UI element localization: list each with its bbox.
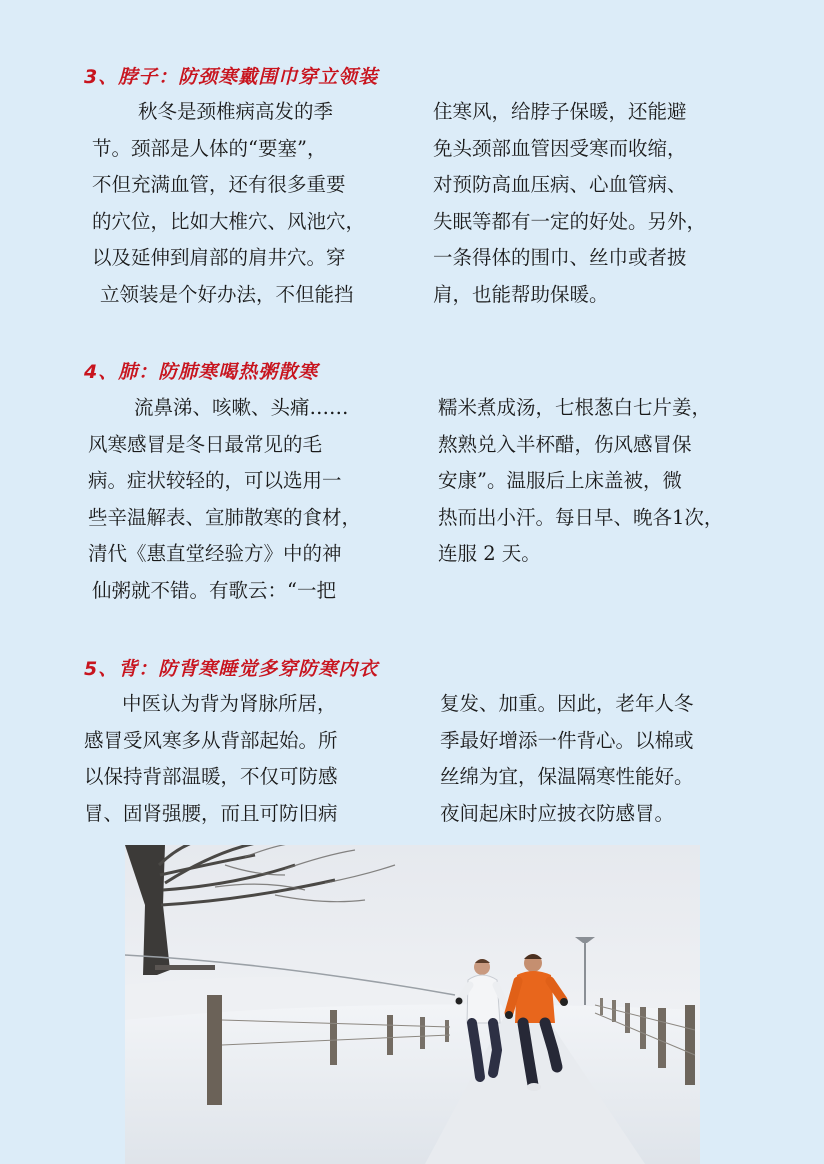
text-line: 流鼻涕、咳嗽、头痛…… bbox=[134, 396, 349, 419]
text-line: 病。症状较轻的，可以选用一 bbox=[88, 469, 342, 492]
text-line: 复发、加重。因此，老年人冬 bbox=[440, 692, 694, 715]
text-line: 立领装是个好办法，不但能挡 bbox=[100, 282, 354, 306]
section-4-heading: 4、肺：防肺寒喝热粥散寒 bbox=[84, 361, 319, 383]
winter-jogging-photo bbox=[125, 845, 700, 1164]
text-line: 连服 2 天。 bbox=[438, 542, 541, 565]
text-line: 一条得体的围巾、丝巾或者披 bbox=[433, 246, 687, 269]
text-line: 仙粥就不错。有歌云：“一把 bbox=[92, 578, 336, 602]
section-4-left-column bbox=[88, 390, 361, 609]
section-3-right-column bbox=[433, 94, 706, 313]
section-4-right-column bbox=[438, 390, 723, 573]
text-line: 些辛温解表、宣肺散寒的食材， bbox=[88, 505, 362, 529]
text-line: 的穴位，比如大椎穴、风池穴， bbox=[92, 209, 366, 233]
text-line: 安康”。温服后上床盖被，微 bbox=[438, 469, 682, 492]
text-line: 冒、固肾强腰，而且可防旧病 bbox=[84, 801, 338, 825]
section-5-heading: 5、背：防背寒睡觉多穿防寒内衣 bbox=[84, 658, 379, 680]
text-line: 季最好增添一件背心。以棉或 bbox=[440, 728, 694, 752]
text-line: 风寒感冒是冬日最常见的毛 bbox=[88, 432, 323, 456]
text-line: 免头颈部血管因受寒而收缩， bbox=[433, 136, 687, 160]
text-line: 秋冬是颈椎病高发的季 bbox=[138, 100, 334, 123]
text-line: 熬熟兑入半杯醋，伤风感冒保 bbox=[438, 432, 692, 456]
winter-scene-illustration bbox=[125, 845, 700, 1164]
text-line: 夜间起床时应披衣防感冒。 bbox=[440, 801, 675, 825]
text-line: 肩，也能帮助保暖。 bbox=[433, 282, 609, 306]
text-line: 热而出小汗。每日早、晚各1次， bbox=[438, 505, 724, 529]
text-line: 丝绵为宜，保温隔寒性能好。 bbox=[440, 765, 694, 788]
text-line: 中医认为背为肾脉所居， bbox=[122, 692, 337, 715]
text-line: 以保持背部温暖，不仅可防感 bbox=[84, 765, 338, 788]
text-line: 失眠等都有一定的好处。另外， bbox=[433, 209, 707, 233]
text-line: 以及延伸到肩部的肩井穴。穿 bbox=[92, 246, 346, 269]
text-line: 不但充满血管，还有很多重要 bbox=[92, 173, 346, 196]
section-5-right-column bbox=[440, 686, 694, 832]
text-line: 清代《惠直堂经验方》中的神 bbox=[88, 542, 342, 565]
text-line: 节。颈部是人体的“要塞”， bbox=[92, 136, 327, 160]
text-line: 感冒受风寒多从背部起始。所 bbox=[84, 728, 338, 752]
section-3-heading: 3、脖子：防颈寒戴围巾穿立领装 bbox=[84, 66, 379, 88]
text-line: 对预防高血压病、心血管病、 bbox=[433, 173, 687, 196]
section-3-left-column bbox=[92, 94, 365, 313]
text-line: 糯米煮成汤，七根葱白七片姜， bbox=[438, 396, 712, 419]
text-line: 住寒风，给脖子保暖，还能避 bbox=[433, 100, 687, 123]
section-5-left-column bbox=[84, 686, 338, 832]
